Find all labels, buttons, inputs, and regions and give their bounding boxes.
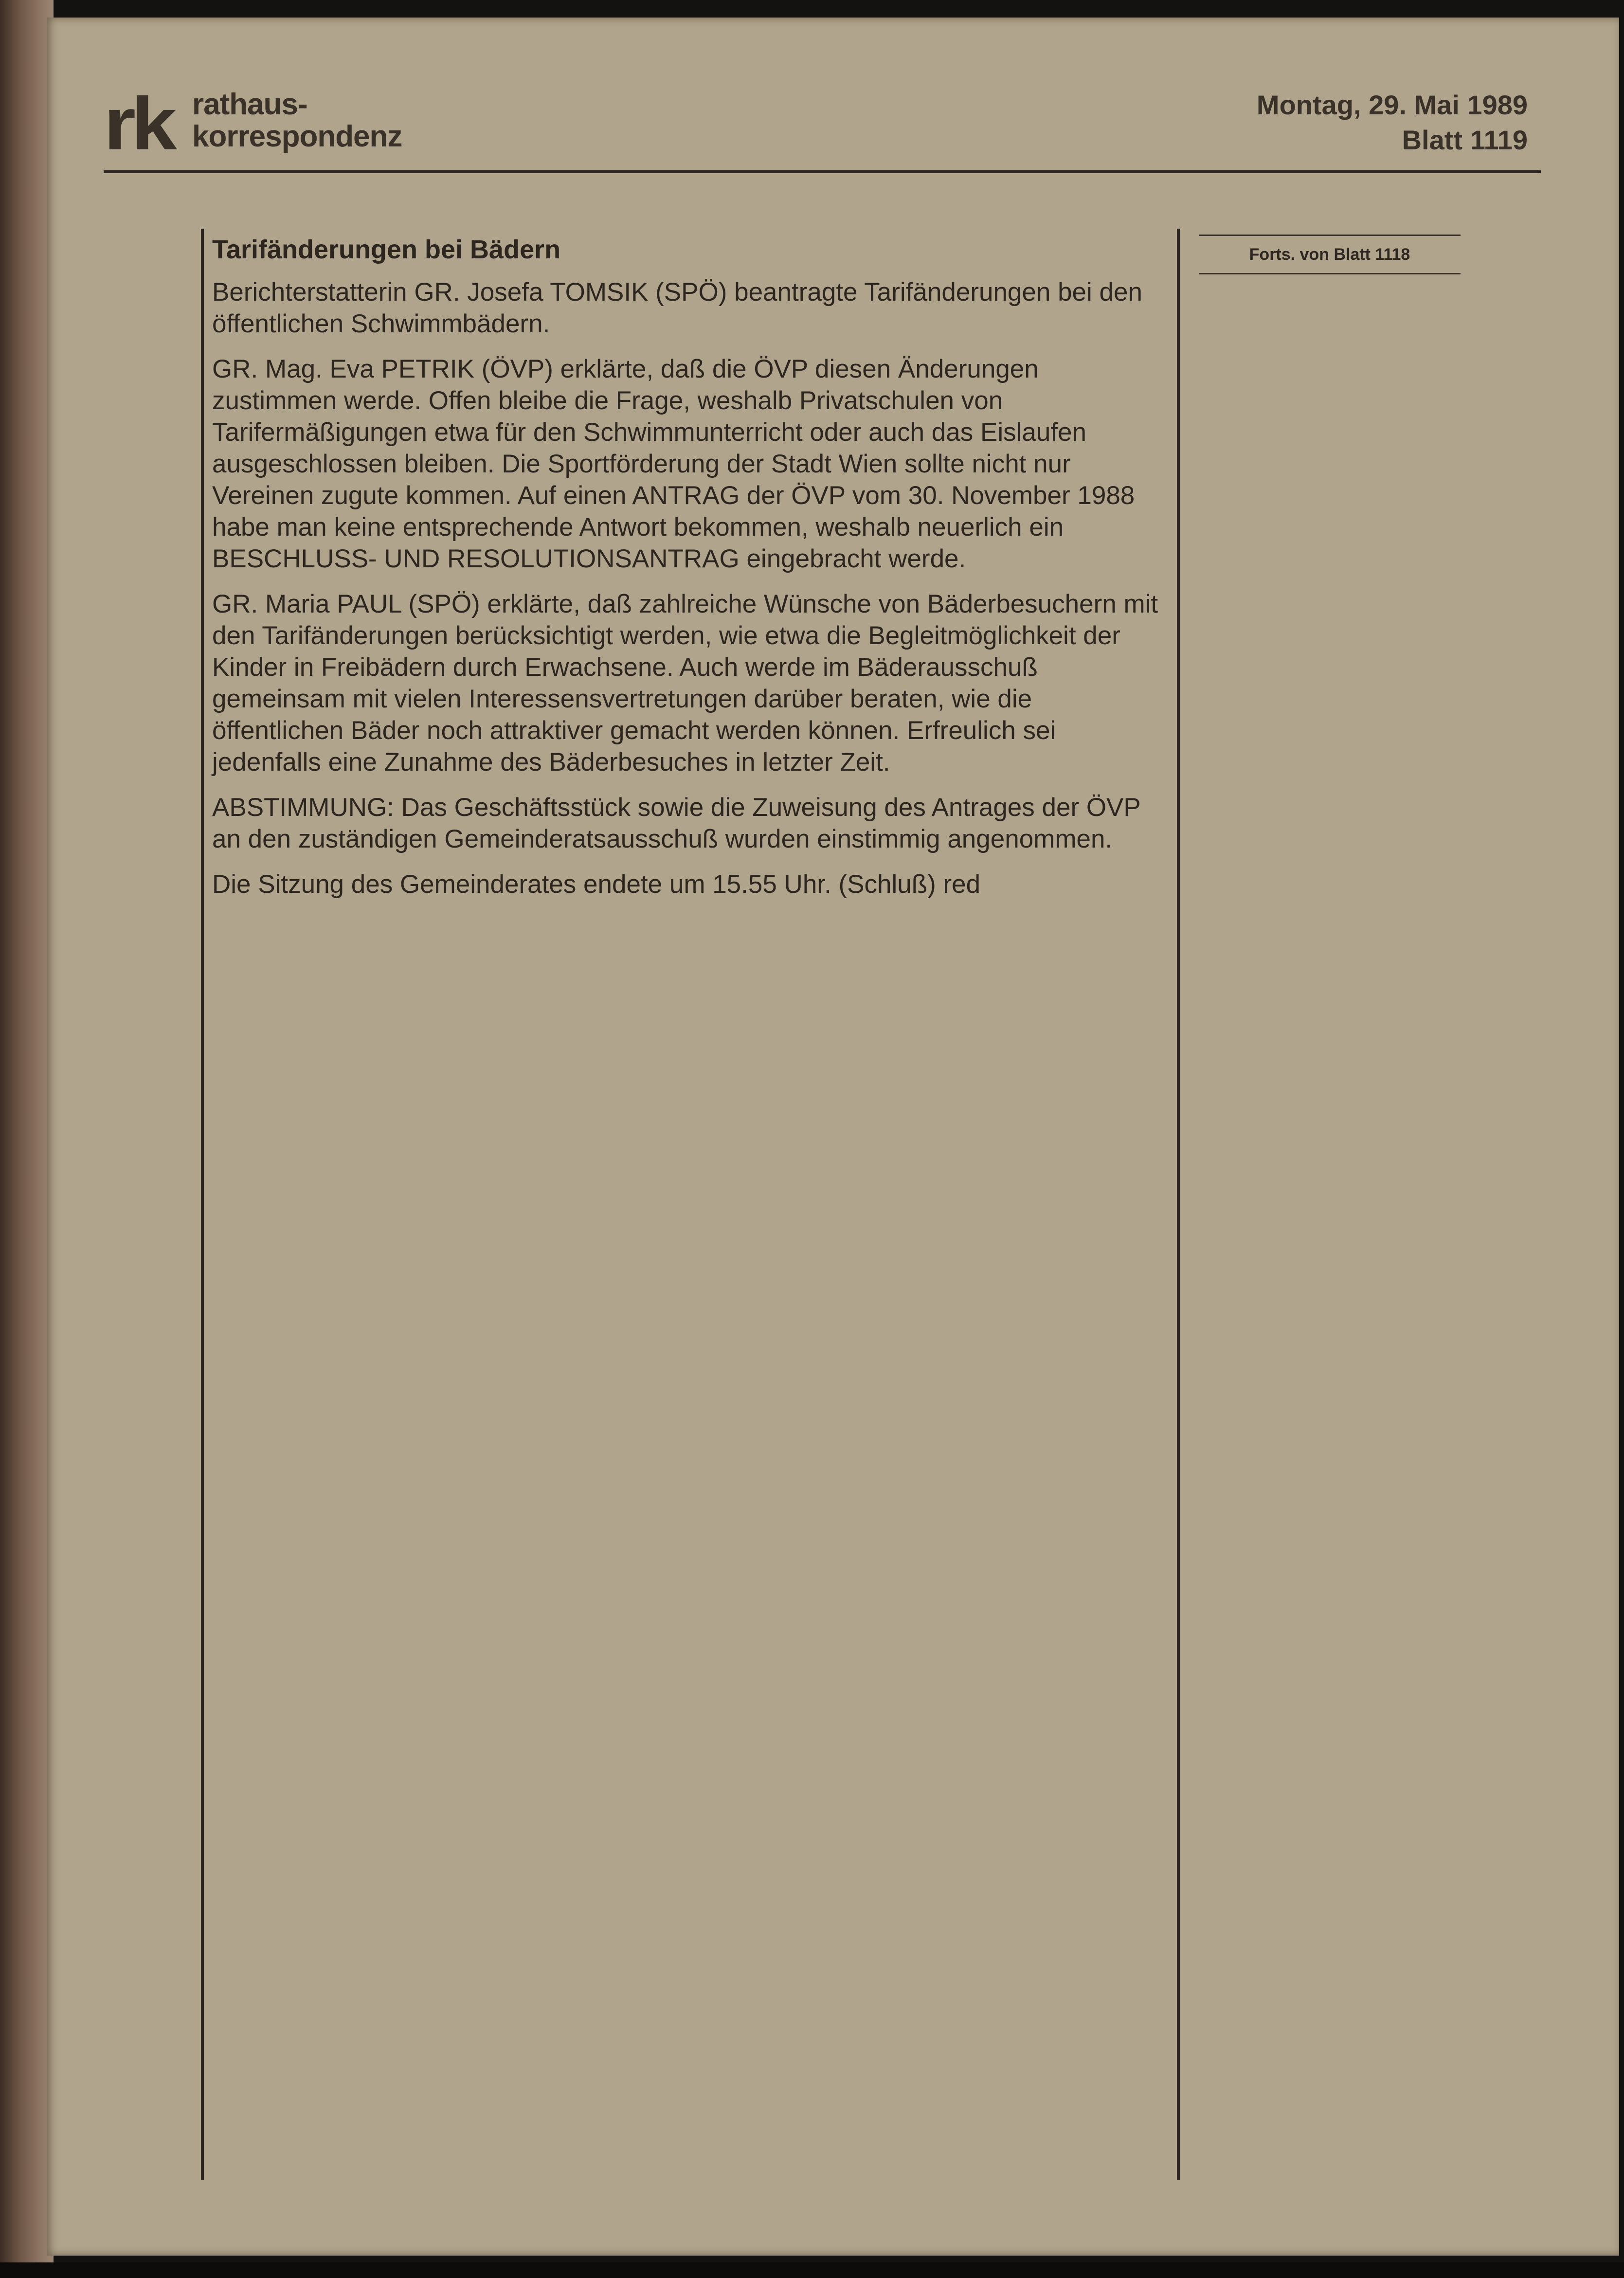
article: [212, 234, 1166, 914]
scan-bottom-edge: [0, 2262, 1624, 2278]
issue-date: Montag, 29. Mai 1989: [1256, 90, 1528, 120]
publication-name-line1: rathaus-: [192, 88, 307, 121]
article-paragraph: GR. Maria PAUL (SPÖ) erklärte, daß zahlreiche Wünsche von Bäderbesuchern mit den Tarifänderungen berücksichtigt werden, wie etwa die Begleitmöglichkeit der Kinder in Freibädern durch Erwachsene. Auch werde im Bäderausschuß gemeinsam mit vielen Interessensvertretungen darüber beraten, wie die öffentlichen Bäder noch attraktiver gemacht werden können. Erfreulich sei jedenfalls eine Zunahme des Bäderbesuches in letzter Zeit.: [212, 590, 1158, 777]
sheet-number: Blatt 1119: [1402, 125, 1528, 155]
scan-binding-edge: [0, 0, 54, 2278]
publication-name: [192, 89, 402, 153]
publication-name-line2: korrespondenz: [192, 120, 402, 153]
article-title: Tarifänderungen bei Bädern: [212, 235, 561, 264]
rk-logo-mark: rk: [104, 82, 172, 165]
header-meta: [1257, 88, 1528, 158]
continuation-note: Forts. von Blatt 1118: [1199, 235, 1461, 274]
header-divider: [104, 170, 1541, 173]
article-paragraph: Berichterstatterin GR. Josefa TOMSIK (SPÖ) beantragte Tarifänderungen bei den öffentlichen Schwimmbädern.: [212, 278, 1142, 338]
article-paragraph: Die Sitzung des Gemeinderates endete um 15.55 Uhr. (Schluß) red: [212, 870, 981, 899]
article-paragraph: GR. Mag. Eva PETRIK (ÖVP) erklärte, daß die ÖVP diesen Änderungen zustimmen werde. Offen bleibe die Frage, weshalb Privatschulen von Tarifermäßigungen etwa für den Schwimmunterricht oder auch das Eislaufen ausgeschlossen bleiben. Die Sportförderung der Stadt Wien sollte nicht nur Vereinen zugute kommen. Auf einen ANTRAG der ÖVP vom 30. November 1988 habe man keine entsprechende Antwort bekommen, weshalb neuerlich ein BESCHLUSS- UND RESOLUTIONSANTRAG eingebracht werde.: [212, 355, 1135, 573]
article-paragraph: ABSTIMMUNG: Das Geschäftsstück sowie die Zuweisung des Antrages der ÖVP an den zuständigen Gemeinderatsausschuß wurden einstimmig angenommen.: [212, 793, 1140, 853]
